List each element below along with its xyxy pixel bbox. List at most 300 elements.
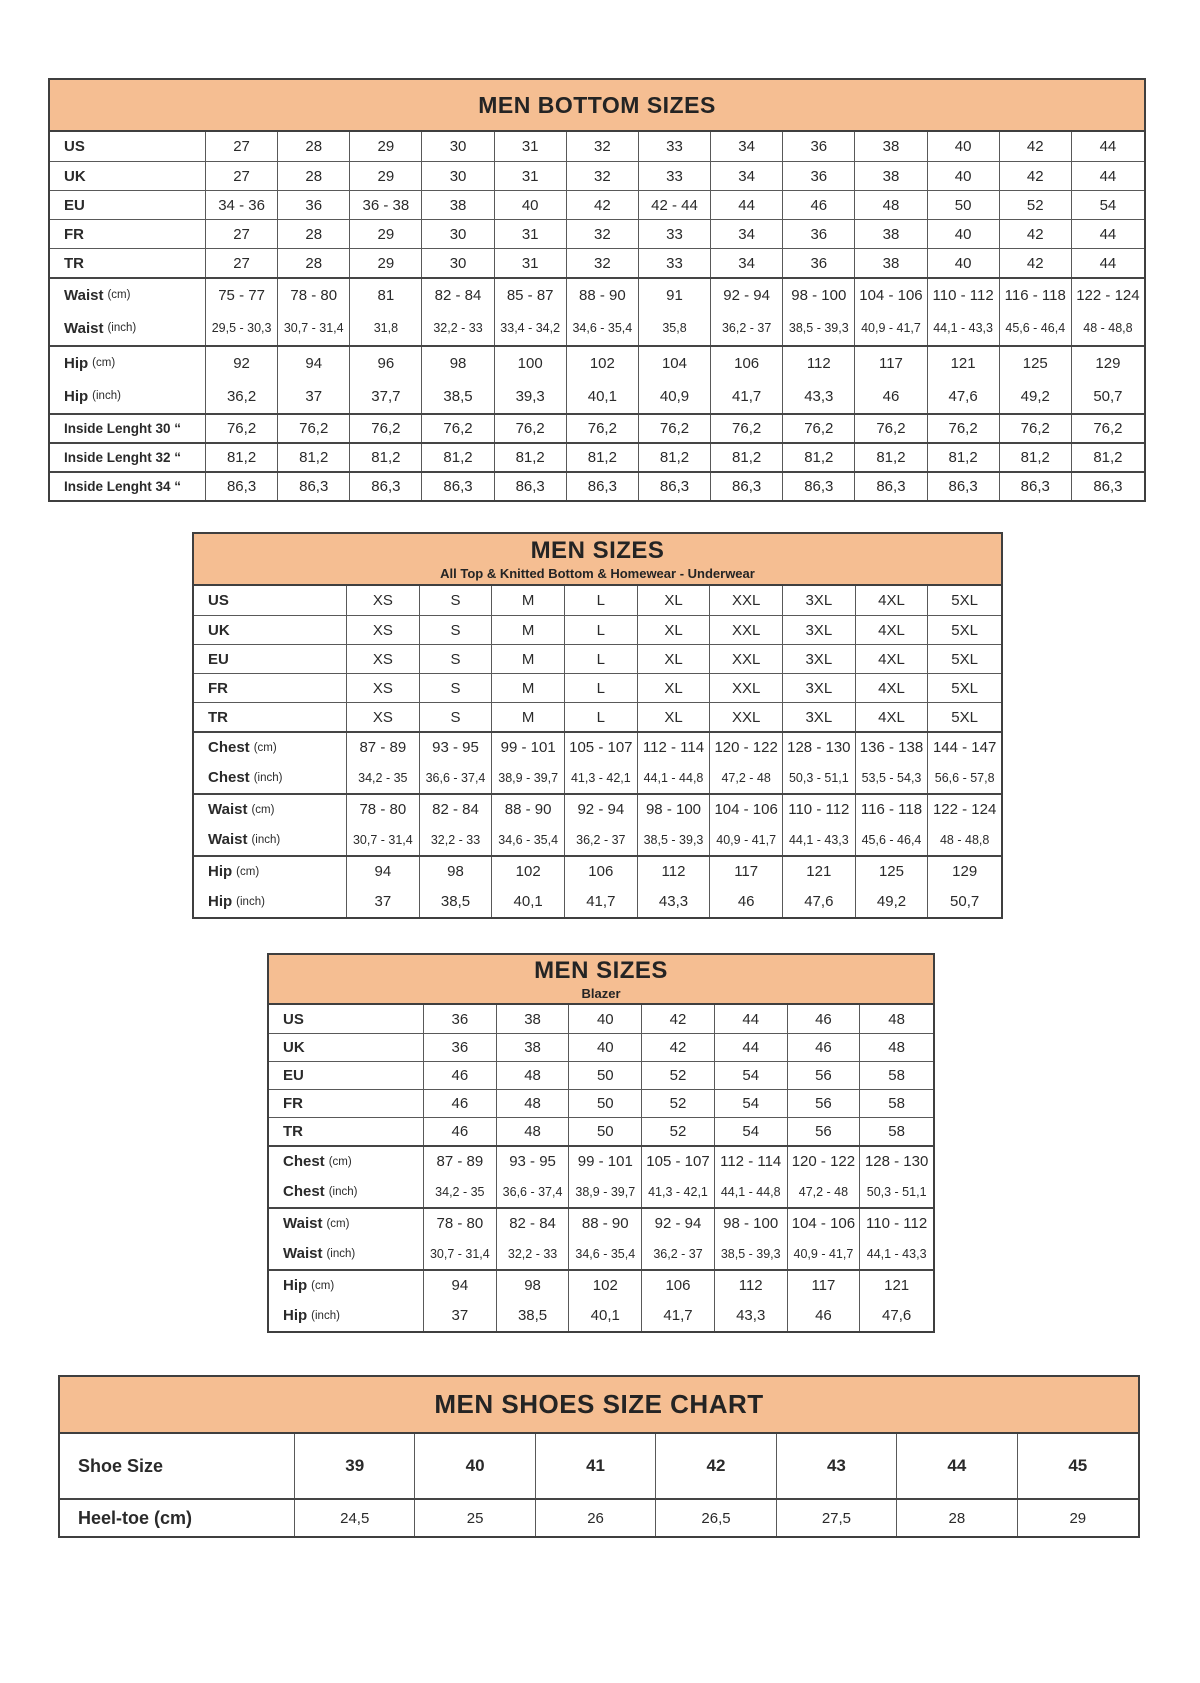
- size-cell: 31: [495, 249, 567, 277]
- size-cell: 92 - 94: [565, 795, 638, 824]
- size-cell: XL: [638, 703, 711, 731]
- size-cell: 31: [495, 220, 567, 248]
- size-cell: 121: [783, 857, 856, 886]
- size-cell: 92 - 94: [642, 1209, 715, 1238]
- size-cell: XS: [347, 586, 420, 615]
- table-row: [269, 1145, 933, 1176]
- size-cell: 44,1 - 44,8: [638, 762, 711, 793]
- table-row: [50, 471, 1144, 500]
- row-label: US: [50, 132, 206, 161]
- row-label: UK: [194, 616, 347, 644]
- size-cell: 42: [1000, 162, 1072, 190]
- size-cell: M: [492, 674, 565, 702]
- row-label: Hip (cm): [50, 347, 206, 379]
- size-cell: 76,2: [422, 415, 494, 442]
- size-cell: 86,3: [495, 473, 567, 500]
- size-cell: 75 - 77: [206, 279, 278, 311]
- size-cell: 38,5 - 39,3: [783, 311, 855, 345]
- size-cell: 82 - 84: [422, 279, 494, 311]
- table-row: [269, 1300, 933, 1331]
- size-cell: 32,2 - 33: [497, 1238, 570, 1269]
- row-label: Chest (cm): [194, 733, 347, 762]
- men-bottom-sizes-table: [48, 78, 1146, 502]
- size-cell: 56: [788, 1090, 861, 1117]
- table-row: [194, 762, 1001, 793]
- size-cell: 28: [278, 220, 350, 248]
- table-row: [194, 886, 1001, 917]
- size-cell: 5XL: [951, 708, 978, 726]
- table-row: [50, 132, 1144, 161]
- size-cell: 50,7: [950, 893, 980, 910]
- table-row: [50, 161, 1144, 190]
- size-cell: 116 - 118: [856, 795, 929, 824]
- table-row: [50, 345, 1144, 379]
- size-cell: 44: [897, 1434, 1017, 1498]
- size-cell: 86,3: [206, 473, 278, 500]
- size-cell: 42: [567, 191, 639, 219]
- size-cell: 76,2: [206, 415, 278, 442]
- row-label: Hip (inch): [50, 379, 206, 413]
- size-cell: 40,9 - 41,7: [855, 311, 927, 345]
- size-cell: 92: [206, 347, 278, 379]
- size-cell: 76,2: [1093, 420, 1123, 437]
- size-cell: 29: [350, 132, 422, 161]
- size-cell: 27: [206, 162, 278, 190]
- size-cell: 58: [888, 1095, 905, 1112]
- size-cell: 31,8: [350, 311, 422, 345]
- size-cell: 81,2: [495, 444, 567, 471]
- size-cell: L: [565, 703, 638, 731]
- size-cell: 44: [1099, 167, 1117, 185]
- size-cell: 36 - 38: [350, 191, 422, 219]
- size-cell: 99 - 101: [569, 1147, 642, 1176]
- size-cell: 29: [350, 162, 422, 190]
- size-cell: 34,6 - 35,4: [492, 824, 565, 855]
- size-cell: 5XL: [951, 679, 978, 697]
- size-cell: 46: [710, 886, 783, 917]
- size-cell: 86,3: [783, 473, 855, 500]
- row-label: Inside Lenght 32 “: [50, 444, 206, 471]
- table-body: [194, 586, 1001, 917]
- table-title-bar: [269, 955, 933, 1005]
- size-cell: XL: [638, 674, 711, 702]
- row-label: Chest (cm): [269, 1147, 424, 1176]
- size-cell: 35,8: [639, 311, 711, 345]
- size-cell: 81,2: [783, 444, 855, 471]
- size-cell: 82 - 84: [420, 795, 493, 824]
- table-title-bar: [50, 80, 1144, 132]
- size-cell: L: [565, 586, 638, 615]
- size-cell: 112: [638, 857, 711, 886]
- size-cell: 46: [855, 379, 927, 413]
- table-row: [50, 248, 1144, 277]
- size-cell: 29: [1069, 1509, 1087, 1527]
- size-cell: S: [420, 645, 493, 673]
- row-label: Waist (inch): [194, 824, 347, 855]
- size-cell: 86,3: [350, 473, 422, 500]
- size-cell: 41,7: [565, 886, 638, 917]
- size-cell: 31: [495, 132, 567, 161]
- row-label: Waist (inch): [50, 311, 206, 345]
- size-cell: 36,2 - 37: [565, 824, 638, 855]
- size-cell: 34: [711, 132, 783, 161]
- size-cell: 125: [1000, 347, 1072, 379]
- size-cell: 42: [1000, 249, 1072, 277]
- size-cell: 27: [206, 132, 278, 161]
- size-cell: 86,3: [855, 473, 927, 500]
- size-cell: 28: [278, 249, 350, 277]
- row-label: UK: [50, 162, 206, 190]
- size-cell: 32: [567, 162, 639, 190]
- size-cell: 82 - 84: [497, 1209, 570, 1238]
- table-row: [194, 824, 1001, 855]
- size-cell: 87 - 89: [347, 733, 420, 762]
- size-cell: 43,3: [638, 886, 711, 917]
- size-cell: 98: [497, 1271, 570, 1300]
- size-cell: 4XL: [856, 703, 929, 731]
- size-cell: 112: [783, 347, 855, 379]
- row-label: US: [194, 586, 347, 615]
- row-label: FR: [194, 674, 347, 702]
- size-cell: 40,9 - 41,7: [788, 1238, 861, 1269]
- size-cell: 88 - 90: [567, 279, 639, 311]
- size-cell: 120 - 122: [710, 733, 783, 762]
- row-label: Inside Lenght 30 “: [50, 415, 206, 442]
- size-cell: 37: [347, 886, 420, 917]
- size-cell: 96: [350, 347, 422, 379]
- size-cell: 29,5 - 30,3: [206, 311, 278, 345]
- size-cell: 50: [569, 1090, 642, 1117]
- table-row: [194, 731, 1001, 762]
- size-cell: 25: [415, 1500, 535, 1536]
- table-subtitle: All Top & Knitted Bottom & Homewear - Underwear: [440, 566, 755, 581]
- size-cell: 30: [422, 162, 494, 190]
- size-cell: 34: [711, 220, 783, 248]
- table-row: [60, 1434, 1138, 1498]
- size-cell: 33: [639, 132, 711, 161]
- size-cell: 46: [424, 1118, 497, 1145]
- size-cell: 92 - 94: [711, 279, 783, 311]
- size-cell: 28: [278, 162, 350, 190]
- row-label: Hip (inch): [194, 886, 347, 917]
- size-cell: 41: [536, 1434, 656, 1498]
- size-cell: 106: [642, 1271, 715, 1300]
- size-cell: 98: [422, 347, 494, 379]
- size-cell: 38: [855, 132, 927, 161]
- table-body: [50, 132, 1144, 500]
- size-cell: 32: [567, 249, 639, 277]
- size-cell: 37,7: [350, 379, 422, 413]
- size-cell: 33: [639, 249, 711, 277]
- size-cell: 81,2: [1000, 444, 1072, 471]
- size-cell: 106: [711, 347, 783, 379]
- size-cell: 36: [783, 220, 855, 248]
- size-cell: 38,5 - 39,3: [638, 824, 711, 855]
- row-label: Waist (cm): [194, 795, 347, 824]
- size-cell: 4XL: [856, 674, 929, 702]
- size-cell: 117: [855, 347, 927, 379]
- size-cell: S: [420, 616, 493, 644]
- size-cell: 47,6: [783, 886, 856, 917]
- size-cell: 36: [783, 249, 855, 277]
- size-cell: 48: [888, 1010, 905, 1028]
- table-row: [50, 413, 1144, 442]
- size-cell: 36: [424, 1034, 497, 1061]
- size-cell: 94: [424, 1271, 497, 1300]
- size-cell: 76,2: [855, 415, 927, 442]
- size-cell: 44,1 - 44,8: [715, 1176, 788, 1207]
- size-cell: XS: [347, 703, 420, 731]
- size-cell: XXL: [710, 586, 783, 615]
- size-cell: 110 - 112: [783, 795, 856, 824]
- row-label: Heel-toe (cm): [60, 1500, 295, 1536]
- size-cell: 112: [715, 1271, 788, 1300]
- size-cell: 44: [1099, 254, 1117, 272]
- table-row: [269, 1117, 933, 1145]
- size-cell: 38: [855, 162, 927, 190]
- size-cell: 44,1 - 43,3: [866, 1246, 927, 1261]
- table-row: [194, 586, 1001, 615]
- size-cell: 76,2: [639, 415, 711, 442]
- size-cell: 40: [415, 1434, 535, 1498]
- size-cell: XS: [347, 674, 420, 702]
- size-cell: 98 - 100: [715, 1209, 788, 1238]
- size-cell: 44: [1099, 225, 1117, 243]
- size-cell: 86,3: [1000, 473, 1072, 500]
- size-cell: 5XL: [951, 650, 978, 668]
- size-cell: 36: [783, 162, 855, 190]
- size-cell: 117: [788, 1271, 861, 1300]
- size-cell: 36: [278, 191, 350, 219]
- size-cell: 52: [642, 1118, 715, 1145]
- size-cell: XXL: [710, 674, 783, 702]
- size-cell: M: [492, 645, 565, 673]
- size-cell: 52: [642, 1090, 715, 1117]
- size-cell: 40: [928, 220, 1000, 248]
- size-cell: 28: [897, 1500, 1017, 1536]
- size-cell: L: [565, 674, 638, 702]
- size-cell: 38: [497, 1005, 570, 1033]
- table-row: [60, 1498, 1138, 1536]
- size-cell: 27,5: [777, 1500, 897, 1536]
- size-cell: S: [420, 586, 493, 615]
- size-cell: 45,6 - 46,4: [1000, 311, 1072, 345]
- size-cell: 43,3: [715, 1300, 788, 1331]
- size-cell: 4XL: [856, 586, 929, 615]
- size-cell: 104 - 106: [788, 1209, 861, 1238]
- row-label: EU: [50, 191, 206, 219]
- size-cell: 53,5 - 54,3: [856, 762, 929, 793]
- size-cell: 56: [788, 1062, 861, 1089]
- size-cell: 48: [888, 1039, 905, 1056]
- size-cell: 56: [788, 1118, 861, 1145]
- size-cell: 43: [777, 1434, 897, 1498]
- size-cell: 120 - 122: [788, 1147, 861, 1176]
- men-sizes-blazer-table: [267, 953, 935, 1333]
- size-cell: 129: [1095, 354, 1121, 372]
- table-body: [269, 1005, 933, 1331]
- row-label: Hip (inch): [269, 1300, 424, 1331]
- table-subtitle: Blazer: [581, 986, 621, 1001]
- size-cell: 42: [642, 1034, 715, 1061]
- size-cell: 32,2 - 33: [422, 311, 494, 345]
- size-cell: 46: [424, 1062, 497, 1089]
- row-label: Chest (inch): [269, 1176, 424, 1207]
- row-label: EU: [269, 1062, 424, 1089]
- size-cell: 41,7: [711, 379, 783, 413]
- size-cell: 105 - 107: [565, 733, 638, 762]
- size-cell: 48: [497, 1062, 570, 1089]
- table-row: [194, 644, 1001, 673]
- size-cell: 36,2 - 37: [642, 1238, 715, 1269]
- size-cell: 44: [715, 1005, 788, 1033]
- size-cell: 136 - 138: [856, 733, 929, 762]
- size-cell: 38,5 - 39,3: [715, 1238, 788, 1269]
- size-cell: 36,6 - 37,4: [497, 1176, 570, 1207]
- size-cell: 44,1 - 43,3: [928, 311, 1000, 345]
- table-row: [194, 702, 1001, 731]
- size-cell: 37: [424, 1300, 497, 1331]
- row-label: Hip (cm): [194, 857, 347, 886]
- size-cell: 38: [497, 1034, 570, 1061]
- size-cell: 129: [952, 863, 978, 880]
- size-cell: 40: [569, 1034, 642, 1061]
- size-cell: 40: [569, 1005, 642, 1033]
- size-cell: 122 - 124: [932, 801, 997, 818]
- table-row: [50, 442, 1144, 471]
- size-cell: 81,2: [422, 444, 494, 471]
- size-cell: 52: [642, 1062, 715, 1089]
- size-cell: 40: [928, 162, 1000, 190]
- size-cell: 98 - 100: [783, 279, 855, 311]
- size-cell: 36,2 - 37: [711, 311, 783, 345]
- size-cell: 47,2 - 48: [788, 1176, 861, 1207]
- size-cell: 93 - 95: [420, 733, 493, 762]
- table-title-bar: [60, 1377, 1138, 1434]
- size-cell: 81: [350, 279, 422, 311]
- size-cell: 98: [420, 857, 493, 886]
- table-row: [269, 1089, 933, 1117]
- table-title: MEN BOTTOM SIZES: [478, 91, 716, 118]
- size-cell: XS: [347, 616, 420, 644]
- size-cell: 3XL: [783, 703, 856, 731]
- size-cell: 47,6: [928, 379, 1000, 413]
- size-cell: 40: [928, 132, 1000, 161]
- size-cell: 32: [567, 132, 639, 161]
- table-row: [269, 1005, 933, 1033]
- size-cell: 42: [1000, 132, 1072, 161]
- size-cell: 116 - 118: [1000, 279, 1072, 311]
- size-cell: 58: [888, 1123, 905, 1140]
- size-cell: 33,4 - 34,2: [495, 311, 567, 345]
- size-cell: 50,3 - 51,1: [866, 1184, 927, 1199]
- size-cell: 110 - 112: [866, 1215, 928, 1232]
- size-cell: XL: [638, 645, 711, 673]
- size-cell: 52: [1000, 191, 1072, 219]
- size-cell: 44: [1099, 138, 1117, 155]
- size-cell: 112 - 114: [715, 1147, 788, 1176]
- size-cell: 40,1: [567, 379, 639, 413]
- size-cell: 86,3: [567, 473, 639, 500]
- size-cell: 40,9: [639, 379, 711, 413]
- size-cell: 125: [856, 857, 929, 886]
- size-cell: 40,9 - 41,7: [710, 824, 783, 855]
- size-cell: 86,3: [928, 473, 1000, 500]
- size-cell: 38,5: [420, 886, 493, 917]
- size-cell: 104: [639, 347, 711, 379]
- size-cell: 87 - 89: [424, 1147, 497, 1176]
- size-cell: 88 - 90: [569, 1209, 642, 1238]
- size-cell: 30,7 - 31,4: [347, 824, 420, 855]
- size-cell: 44: [711, 191, 783, 219]
- size-cell: 38,5: [422, 379, 494, 413]
- size-cell: 86,3: [639, 473, 711, 500]
- row-label: Hip (cm): [269, 1271, 424, 1300]
- size-cell: 76,2: [567, 415, 639, 442]
- size-cell: 32,2 - 33: [420, 824, 493, 855]
- size-cell: 48: [497, 1118, 570, 1145]
- row-label: TR: [194, 703, 347, 731]
- size-cell: 40: [495, 191, 567, 219]
- size-cell: 112 - 114: [638, 733, 711, 762]
- size-cell: S: [420, 703, 493, 731]
- row-label: Shoe Size: [60, 1434, 295, 1498]
- table-title-bar: [194, 534, 1001, 586]
- size-cell: 78 - 80: [347, 795, 420, 824]
- size-cell: 28: [278, 132, 350, 161]
- size-cell: 40,1: [492, 886, 565, 917]
- size-cell: 48: [855, 191, 927, 219]
- size-cell: 106: [565, 857, 638, 886]
- size-cell: 100: [495, 347, 567, 379]
- size-cell: 34: [711, 162, 783, 190]
- size-cell: 38: [855, 220, 927, 248]
- size-cell: S: [420, 674, 493, 702]
- row-label: UK: [269, 1034, 424, 1061]
- size-cell: 54: [715, 1090, 788, 1117]
- size-cell: 5XL: [951, 621, 978, 639]
- row-label: FR: [269, 1090, 424, 1117]
- size-cell: 117: [710, 857, 783, 886]
- men-shoes-size-chart-table: [58, 1375, 1140, 1538]
- size-cell: 41,3 - 42,1: [642, 1176, 715, 1207]
- table-row: [194, 615, 1001, 644]
- table-row: [194, 793, 1001, 824]
- size-cell: 47,2 - 48: [710, 762, 783, 793]
- size-cell: 81,2: [928, 444, 1000, 471]
- row-label: Chest (inch): [194, 762, 347, 793]
- size-cell: 76,2: [495, 415, 567, 442]
- size-cell: 3XL: [783, 645, 856, 673]
- table-row: [50, 311, 1144, 345]
- table-row: [269, 1176, 933, 1207]
- size-cell: 38: [422, 191, 494, 219]
- size-cell: 102: [567, 347, 639, 379]
- size-cell: 38: [855, 249, 927, 277]
- size-cell: 4XL: [856, 645, 929, 673]
- size-cell: 48 - 48,8: [1083, 321, 1133, 335]
- size-cell: M: [492, 586, 565, 615]
- row-label: Inside Lenght 34 “: [50, 473, 206, 500]
- size-cell: 104 - 106: [855, 279, 927, 311]
- size-cell: 94: [278, 347, 350, 379]
- size-cell: 144 - 147: [932, 739, 997, 756]
- size-cell: 42: [1000, 220, 1072, 248]
- size-cell: 50,3 - 51,1: [783, 762, 856, 793]
- size-cell: XL: [638, 586, 711, 615]
- size-cell: 34 - 36: [206, 191, 278, 219]
- table-row: [269, 1061, 933, 1089]
